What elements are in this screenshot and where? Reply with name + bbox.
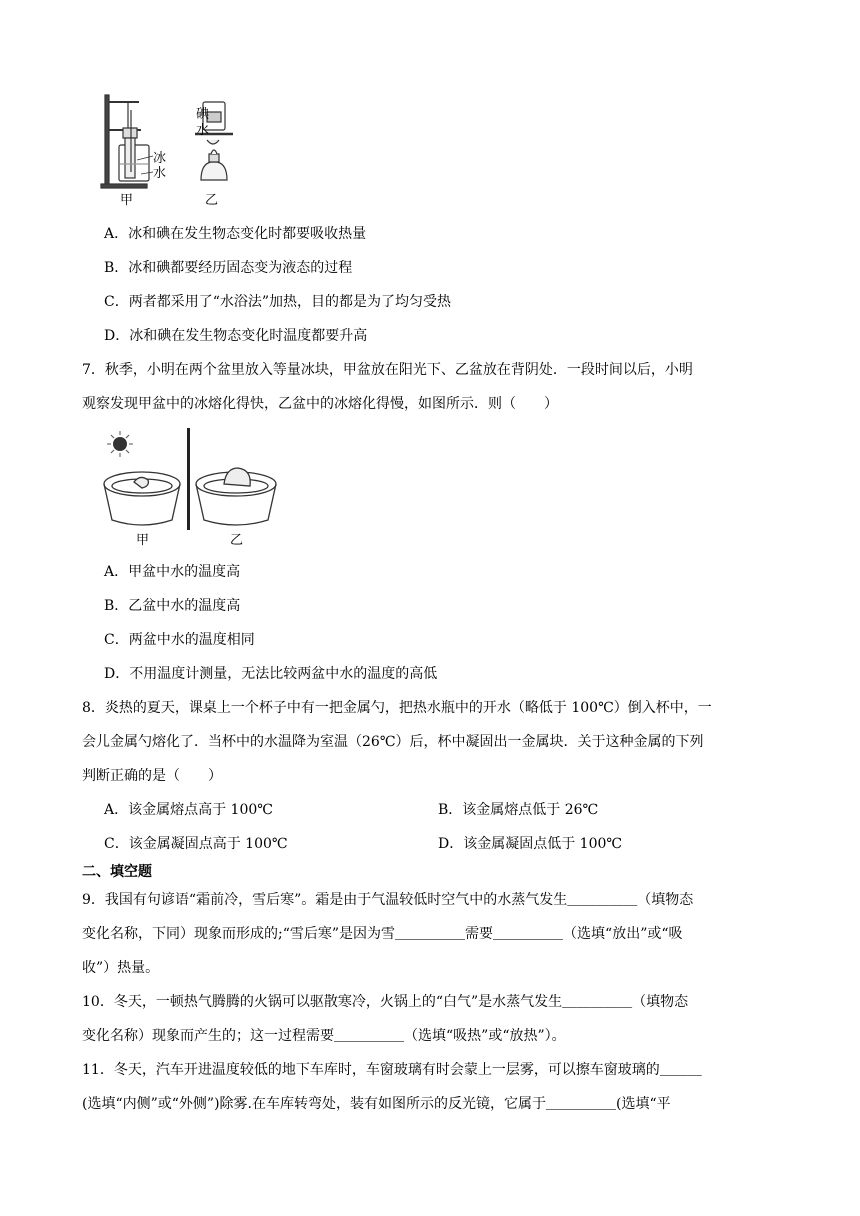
q9-line1-text-a: 9．我国有句谚语“霜前冷，雪后寒”。霜是由于气温较低时空气中的水蒸气发生: [82, 892, 568, 908]
basin-jia: [104, 472, 180, 525]
q8-stem-line1: 8．炎热的夏天，课桌上一个杯子中有一把金属勺，把热水瓶中的开水（略低于 100℃）倒入杯中，一: [82, 700, 712, 716]
q8-option-c: C．该金属凝固点高于 100℃: [104, 836, 288, 852]
ice-basins-figure: [100, 428, 290, 550]
q11-blank-1[interactable]: ＿＿＿: [659, 1062, 702, 1078]
q10-line2-text-b: （选填“吸热”或“放热”）。: [404, 1028, 566, 1044]
heating-apparatus-figure: [95, 90, 245, 212]
q11-line1: [82, 1060, 702, 1080]
q8-option-d: D．该金属凝固点低于 100℃: [438, 836, 623, 852]
q6-option-b: B．冰和碘都要经历固态变为液态的过程: [104, 260, 353, 276]
q10-line1-text-a: 10．冬天，一顿热气腾腾的火锅可以驱散寒冷，火锅上的“白气”是水蒸气发生: [82, 994, 563, 1010]
water-label-left: 水: [153, 166, 167, 181]
q6-option-c: C．两者都采用了“水浴法”加热，目的都是为了均匀受热: [104, 294, 452, 310]
q9-blank-2[interactable]: ＿＿＿＿＿: [395, 926, 466, 942]
q8-stem-line3: 判断正确的是（ ）: [82, 768, 222, 784]
q11-blank-2[interactable]: ＿＿＿＿＿: [546, 1096, 617, 1112]
q9-blank-3[interactable]: ＿＿＿＿＿: [493, 926, 564, 942]
q8-option-b: B．该金属熔点低于 26℃: [438, 802, 599, 818]
caption-yi-1: 乙: [205, 193, 219, 208]
q9-line3: 收”）热量。: [82, 960, 160, 976]
q11-line2-text-b: (选填“平: [616, 1096, 671, 1112]
q6-option-d: D．冰和碘在发生物态变化时温度都要升高: [104, 328, 368, 344]
q9-line2-text-b: 需要: [465, 926, 494, 942]
q9-line2: [82, 924, 683, 944]
q9-blank-1[interactable]: ＿＿＿＿＿: [567, 892, 638, 908]
basin-yi: [196, 468, 276, 525]
caption-jia-1: 甲: [120, 193, 134, 208]
water-label-right: 水: [196, 123, 210, 138]
divider-wall: [187, 428, 190, 530]
caption-yi-2: 乙: [230, 533, 244, 548]
q10-line1: [82, 992, 688, 1012]
q10-blank-2[interactable]: ＿＿＿＿＿: [334, 1028, 404, 1044]
q7-option-d: D．不用温度计测量，无法比较两盆中水的温度的高低: [104, 666, 438, 682]
q8-stem-line2: 会儿金属勺熔化了．当杯中的水温降为室温（26℃）后，杯中凝固出一金属块．关于这种金属的下列: [82, 734, 704, 750]
q9-line1: [82, 890, 693, 910]
q11-line2-text-a: (选填“内侧”或“外侧”)除雾.在车库转弯处，装有如图所示的反光镜，它属于: [82, 1096, 547, 1112]
q11-line2: [82, 1094, 671, 1114]
q8-option-a: A．该金属熔点高于 100℃: [104, 802, 273, 818]
section-title: 二、填空题: [82, 864, 152, 880]
q7-option-c: C．两盆中水的温度相同: [104, 632, 255, 648]
q9-line2-text-a: 变化名称，下同）现象而形成的;“雪后寒”是因为雪: [82, 926, 396, 942]
q6-option-a: A．冰和碘在发生物态变化时都要吸收热量: [104, 226, 367, 242]
sun-icon: [107, 431, 133, 457]
ice-label: 冰: [153, 151, 167, 166]
caption-jia-2: 甲: [136, 533, 150, 548]
q9-line1-text-b: （填物态: [637, 892, 694, 908]
q7-option-a: A．甲盆中水的温度高: [104, 564, 241, 580]
q10-line2-text-a: 变化名称）现象而产生的；这一过程需要: [82, 1028, 334, 1044]
q7-option-b: B．乙盆中水的温度高: [104, 598, 241, 614]
q10-blank-1[interactable]: ＿＿＿＿＿: [562, 994, 633, 1010]
q11-line1-text-a: 11．冬天，汽车开进温度较低的地下车库时，车窗玻璃有时会蒙上一层雾，可以擦车窗玻璃的: [82, 1062, 660, 1078]
q9-line2-text-c: （选填“放出”或“吸: [563, 926, 683, 942]
q7-stem-line2: 观察发现甲盆中的冰熔化得快，乙盆中的冰熔化得慢，如图所示．则（ ）: [82, 396, 558, 412]
iodine-label: 碘: [196, 107, 210, 122]
q10-line1-text-b: （填物态: [632, 994, 689, 1010]
q10-line2: [82, 1026, 566, 1046]
q7-stem-line1: 7．秋季，小明在两个盆里放入等量冰块，甲盆放在阳光下、乙盆放在背阴处．一段时间以后，小明: [82, 362, 693, 378]
